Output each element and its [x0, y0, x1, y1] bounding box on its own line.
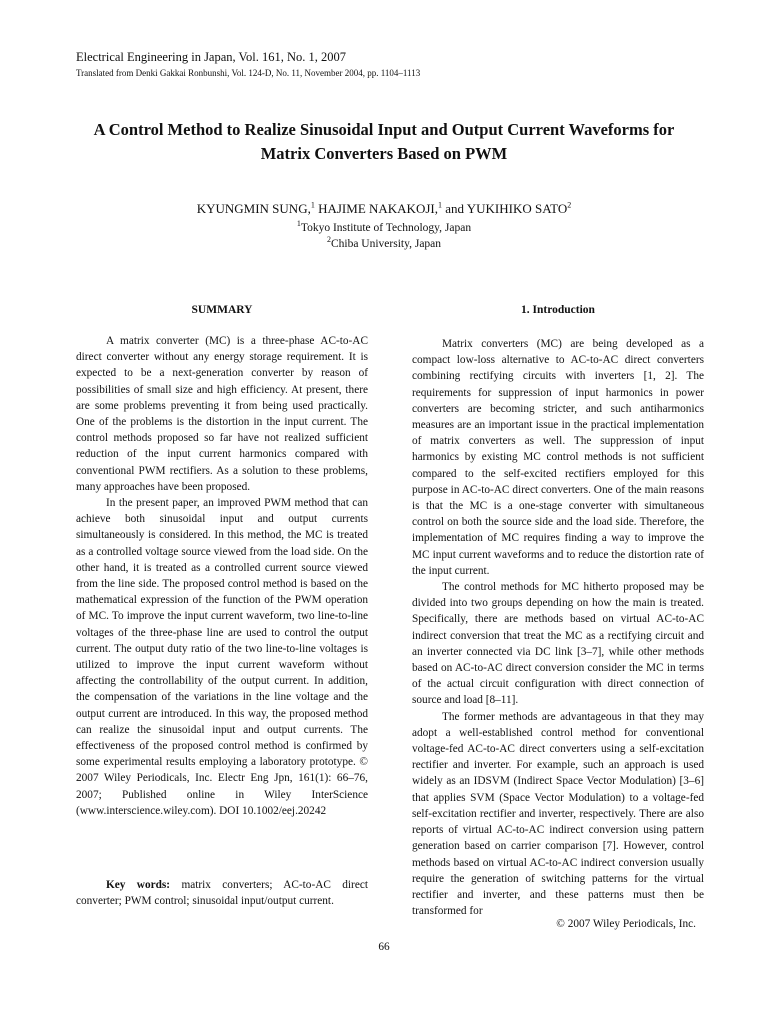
- journal-citation: Electrical Engineering in Japan, Vol. 161, No. 1, 2007: [76, 50, 346, 64]
- affiliation-1: [0, 219, 768, 234]
- keywords-label: Key words:: [106, 879, 171, 891]
- author-3: and YUKIHIKO SATO: [441, 201, 568, 216]
- summary-column: [76, 333, 368, 819]
- page-number: 66: [378, 941, 390, 953]
- introduction-heading: 1. Introduction: [521, 304, 595, 316]
- summary-paragraph-1: A matrix converter (MC) is a three-phase AC-to-AC direct converter without any energy storage requirement. It is expected to be a next-generation converter by reason of possibilities of small size and high efficiency. At present, there are some problems preventing it from being used practically. One of the problems is the distortion in the input current. The control methods proposed so far have not realized sufficient reduction of the input current harmonics compared with conventional PWM rectifiers. As a solution to these problems, many approaches have been proposed.: [76, 335, 368, 493]
- paper-title: [40, 118, 728, 166]
- introduction-paragraph-1: Matrix converters (MC) are being developed as a compact low-loss alternative to AC-to-AC direct converters combining rectifying circuits with inverters [1, 2]. The requirements for suppression of input harmonics in power converters are becoming stricter, and such antiharmonics measures are an important issue in the practical implementation of matrix converters as well. The suppression of input harmonics by existing MC control methods is not sufficient compared to the self-excited rectifiers employed for this purpose in AC-to-AC direct converters. One of the main reasons is that the MC is a one-stage converter with simultaneous control on both the source side and the load side. Therefore, the implementation of MC requires finding a way to improve the MC input current waveforms and to reduce the distortion rate of the input current.: [412, 338, 704, 577]
- author-2: HAJIME NAKAKOJI,: [314, 201, 438, 216]
- introduction-column: [412, 336, 704, 919]
- affiliation-2-text: Chiba University, Japan: [330, 238, 442, 250]
- summary-paragraph-2: In the present paper, an improved PWM method that can achieve both sinusoidal input and output currents simultaneously is considered. In this method, the MC is treated as a controlled voltage source viewed from the load side. On the other hand, it is treated as a controlled current source viewed from the line side. The proposed control method is based on the mathematical expression of the function of the PWM operation of MC. To improve the input current waveform, two line-to-line voltages of the three-phase line are used to control the output current. The output duty ratio of the two line-to-line voltages is utilized to improve the input current waveform without affecting the controllability of the output current. In addition, the compensation of the variations in the line voltage and the output current are introduced. In this way, the proposed method can realize the sinusoidal input and output currents. The effectiveness of the proposed control method is confirmed by some experimental results employing a laboratory prototype. © 2007 Wiley Periodicals, Inc. Electr Eng Jpn, 161(1): 66–76, 2007; Published online in Wiley InterScience (www.interscience.wiley.com). DOI 10.1002/eej.20242: [76, 497, 368, 817]
- introduction-paragraph-3: The former methods are advantageous in that they may adopt a well-established control method for conventional voltage-fed AC-to-AC direct converters using a self-excitation rectifier and inverter. For example, such an approach is used widely as an IDSVM (Indirect Space Vector Modulation) [3–6] that applies SVM (Space Vector Modulation) to a voltage-fed self-excitation rectifier and inverter, respectively. There are also reports of virtual AC-to-AC indirect conversion using pattern generation based on carrier comparison [7]. However, control methods based on virtual AC-to-AC indirect conversion usually require the generation of switching patterns for the virtual rectifier and inverter, and these patterns must then be transformed for: [412, 710, 704, 918]
- affiliation-2: [0, 235, 768, 250]
- copyright-notice: © 2007 Wiley Periodicals, Inc.: [556, 918, 696, 930]
- author-2-affiliation-mark: 1: [437, 200, 442, 210]
- affiliation-2-mark: 2: [326, 235, 331, 245]
- introduction-paragraph-2: The control methods for MC hitherto proposed may be divided into two groups depending on how the main is treated. Specifically, there are methods based on virtual AC-to-AC indirect conversion that treat the MC as a rectifying circuit and an inverter connected via DC link [3–7], while other methods based on AC-to-AC direct conversion consider the MC in terms of the actual circuit configuration with direct connection of source and load [8–11].: [412, 581, 704, 707]
- summary-heading: SUMMARY: [191, 304, 253, 316]
- author-1-affiliation-mark: 1: [310, 200, 315, 210]
- title-line-2: Matrix Converters Based on PWM: [260, 144, 508, 163]
- author-list: [0, 201, 768, 217]
- author-3-affiliation-mark: 2: [567, 200, 572, 210]
- translation-note: Translated from Denki Gakkai Ronbunshi, Vol. 124-D, No. 11, November 2004, pp. 1104–1113: [76, 68, 421, 78]
- affiliation-1-mark: 1: [296, 219, 301, 229]
- author-1: KYUNGMIN SUNG,: [196, 201, 311, 216]
- title-line-1: A Control Method to Realize Sinusoidal Input and Output Current Waveforms for: [93, 120, 675, 139]
- keywords-text: matrix converters; AC-to-AC direct converter; PWM control; sinusoidal input/output current.: [76, 879, 368, 908]
- affiliation-1-text: Tokyo Institute of Technology, Japan: [300, 222, 472, 234]
- keywords: [76, 877, 368, 909]
